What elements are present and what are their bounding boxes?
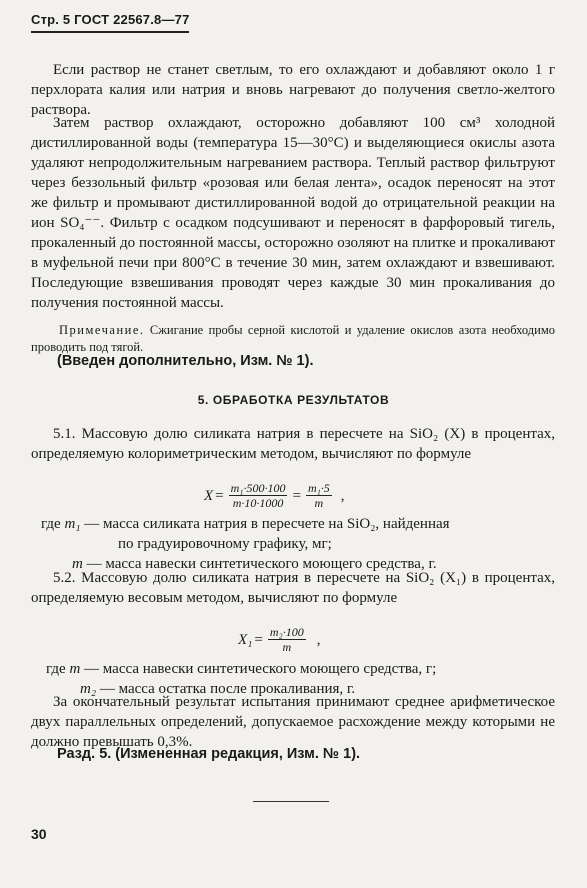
formula2-numerator: m₂·100 (269, 625, 304, 639)
formula1-eq2: = (292, 487, 301, 504)
formula-gravimetric (238, 625, 320, 655)
where1-line2: по градуировочному графику, мг; (118, 536, 332, 552)
formula-colorimetric (204, 481, 345, 511)
where1-prefix: где (41, 516, 61, 532)
formula2-lhs: X₁ (238, 631, 253, 648)
where2-line2-text: — масса остатка после прокаливания, г. (99, 681, 356, 697)
where-block-1 (41, 514, 450, 574)
amendment-note-1: (Введен дополнительно, Изм. № 1). (57, 353, 314, 369)
formula2-denominator: m (282, 640, 292, 654)
paragraph-perchlorate (31, 60, 555, 120)
where1-symbol-m1: m₁ (64, 516, 81, 532)
formula1-lhs: X (204, 487, 214, 504)
formula1-fraction-1 (229, 481, 288, 511)
paragraph-5-1 (31, 424, 555, 464)
formula1-frac2-denominator: m (314, 496, 324, 510)
where1-symbol-m: m (72, 556, 83, 572)
end-rule (253, 801, 329, 802)
where1-line1-text: — масса силиката натрия в пересчете на SiO₂, найденная (84, 516, 450, 532)
formula1-frac1-denominator: m·10·1000 (232, 496, 284, 510)
section-title: 5. ОБРАБОТКА РЕЗУЛЬТАТОВ (197, 393, 390, 407)
paragraph-procedure-text: Затем раствор охлаждают, осторожно добавляют 100 см³ холодной дистиллированной воды (температура 15—30°С) и выделяющиеся окислы азота удаляют непродолжительным нагреванием раствора. Теплый раствор фильтруют через беззольный фильтр «розовая или белая лента», осадок переносят на этот же фильтр и промывают дистиллированной водой до отрицательной реакции на ион SO₄⁻⁻. Фильтр с осадком подсушивают и переносят в фарфоровый тигель, прокаленный до постоянной массы, осторожно озоляют на плитке и прокаливают в муфельной печи при 800°С в течение 30 мин, затем охлаждают и взвешивают. Последующие взвешивания проводят через каждые 30 мин прокаливания до получения постоянной массы. (31, 115, 555, 311)
formula2-fraction (268, 625, 306, 655)
where2-symbol-m2: m₂ (80, 681, 97, 697)
where2-line1 (46, 659, 436, 679)
paragraph-5-2-text: 5.2. Массовую долю силиката натрия в пересчете на SiO₂ (X₁) в процентах, определяемую весовым методом, вычисляют по формуле (31, 570, 555, 606)
formula1-frac1-numerator: m₁·500·100 (230, 481, 286, 495)
where1-line3-text: — масса навески синтетического моющего средства, г. (86, 556, 437, 572)
formula1-eq1: = (215, 487, 224, 504)
amendment-note-2: Разд. 5. (Измененная редакция, Изм. № 1). (57, 746, 361, 762)
formula2-eq: = (254, 631, 263, 648)
note (31, 322, 555, 356)
paragraph-procedure (31, 113, 555, 313)
where2-symbol-m: m (69, 661, 81, 677)
formula1-frac2-numerator: m₁·5 (307, 481, 330, 495)
paragraph-final-result-text: За окончательный результат испытания принимают среднее арифметическое двух параллельных определений, допускаемое расхождение между которыми не должно превышать 0,3%. (31, 694, 555, 750)
header-rule (31, 31, 189, 33)
page-number: 30 (31, 826, 47, 842)
paragraph-perchlorate-text: Если раствор не станет светлым, то его охлаждают и добавляют около 1 г перхлората калия или натрия и вновь нагревают до получения светло-желтого раствора. (31, 62, 555, 118)
paragraph-5-1-text: 5.1. Массовую долю силиката натрия в пересчете на SiO₂ (X) в процентах, определяемую колориметрическим методом, вычисляют по формуле (31, 426, 555, 462)
where2-line1-text: — масса навески синтетического моющего средства, г; (84, 661, 437, 677)
page-header: Стр. 5 ГОСТ 22567.8—77 (31, 12, 190, 27)
note-text: Сжигание пробы серной кислотой и удаление окислов азота необходимо проводить под тягой. (31, 323, 556, 354)
where1-line1 (41, 514, 450, 534)
formula1-tail: , (340, 487, 345, 504)
note-label: Примечание. (59, 323, 145, 337)
paragraph-final-result (31, 692, 555, 752)
where2-prefix: где (46, 661, 66, 677)
formula1-fraction-2 (306, 481, 332, 511)
formula2-tail: , (316, 631, 321, 648)
paragraph-5-2 (31, 568, 555, 608)
